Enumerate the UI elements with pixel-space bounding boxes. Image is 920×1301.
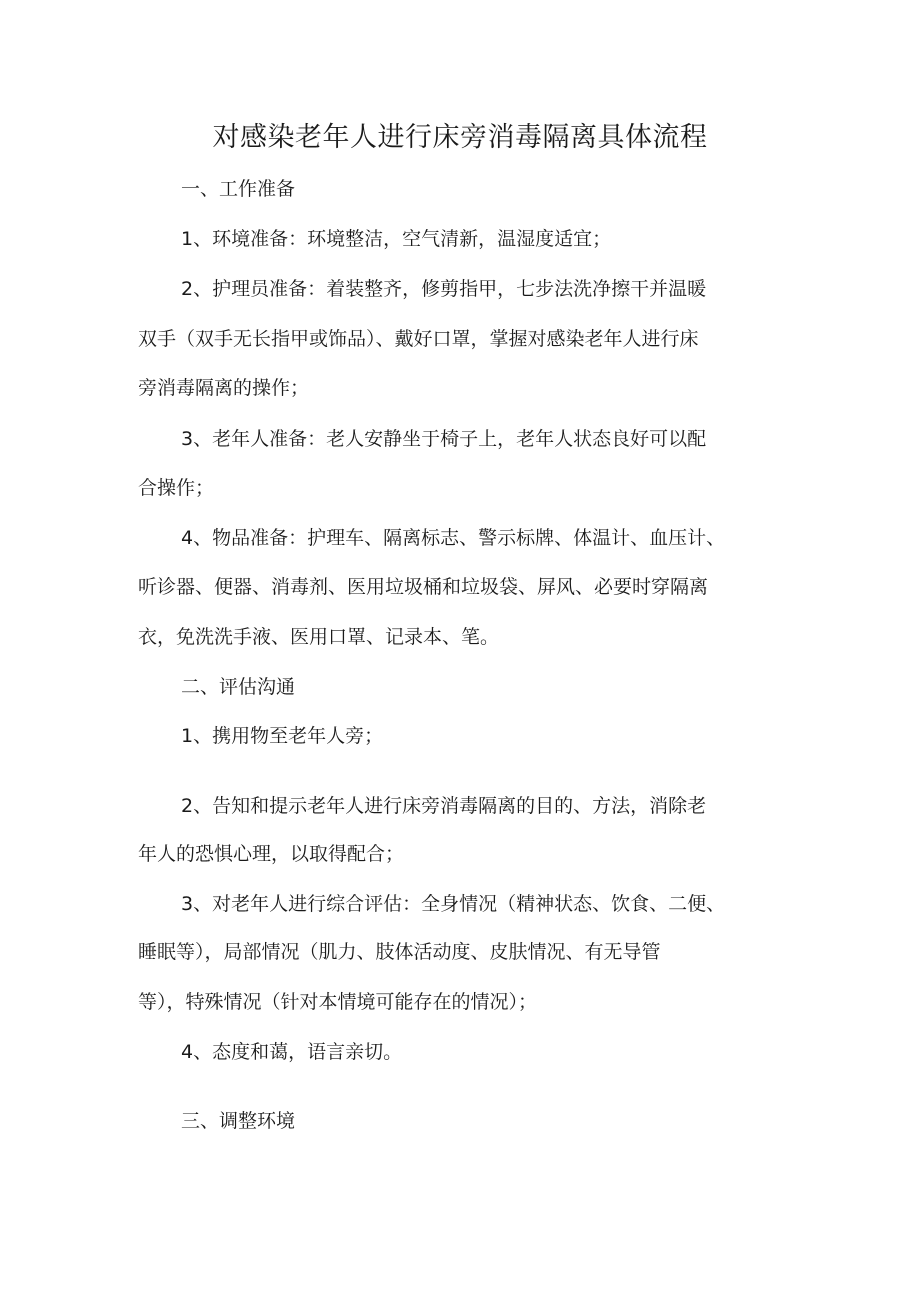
paragraph-comprehensive-assessment-line-1: 3、对老年人进行综合评估：全身情况（精神状态、饮食、二便、 bbox=[181, 893, 726, 915]
paragraph-caregiver-preparation-line-2: 双手（双手无长指甲或饰品）、戴好口罩，掌握对感染老年人进行床 bbox=[138, 328, 699, 350]
paragraph-inform-elderly-line-1: 2、告知和提示老年人进行床旁消毒隔离的目的、方法，消除老 bbox=[181, 795, 707, 817]
paragraph-elderly-preparation-line-1: 3、老年人准备：老人安静坐于椅子上，老年人状态良好可以配 bbox=[181, 428, 707, 450]
paragraph-elderly-preparation-line-2: 合操作； bbox=[138, 477, 215, 499]
paragraph-bring-supplies: 1、携用物至老年人旁； bbox=[181, 725, 384, 747]
paragraph-attitude: 4、态度和蔼，语言亲切。 bbox=[181, 1041, 403, 1063]
document-title: 对感染老年人进行床旁消毒隔离具体流程 bbox=[212, 122, 708, 153]
paragraph-comprehensive-assessment-line-2: 睡眠等），局部情况（肌力、肢体活动度、皮肤情况、有无导管 bbox=[138, 941, 661, 963]
paragraph-supplies-preparation-line-3: 衣，免洗洗手液、医用口罩、记录本、笔。 bbox=[138, 626, 500, 648]
section-heading-adjust-environment: 三、调整环境 bbox=[181, 1110, 296, 1132]
paragraph-environment-preparation: 1、环境准备：环境整洁，空气清新，温湿度适宜； bbox=[181, 228, 612, 250]
section-heading-work-preparation: 一、工作准备 bbox=[181, 178, 296, 200]
paragraph-caregiver-preparation-line-3: 旁消毒隔离的操作； bbox=[138, 377, 310, 399]
section-heading-assessment-communication: 二、评估沟通 bbox=[181, 676, 296, 698]
paragraph-caregiver-preparation-line-1: 2、护理员准备：着装整齐，修剪指甲，七步法洗净擦干并温暖 bbox=[181, 278, 707, 300]
paragraph-supplies-preparation-line-2: 听诊器、便器、消毒剂、医用垃圾桶和垃圾袋、屏风、必要时穿隔离 bbox=[138, 576, 709, 598]
paragraph-comprehensive-assessment-line-3: 等），特殊情况（针对本情境可能存在的情况）； bbox=[138, 991, 538, 1013]
paragraph-inform-elderly-line-2: 年人的恐惧心理，以取得配合； bbox=[138, 843, 405, 865]
paragraph-supplies-preparation-line-1: 4、物品准备：护理车、隔离标志、警示标牌、体温计、血压计、 bbox=[181, 527, 726, 549]
